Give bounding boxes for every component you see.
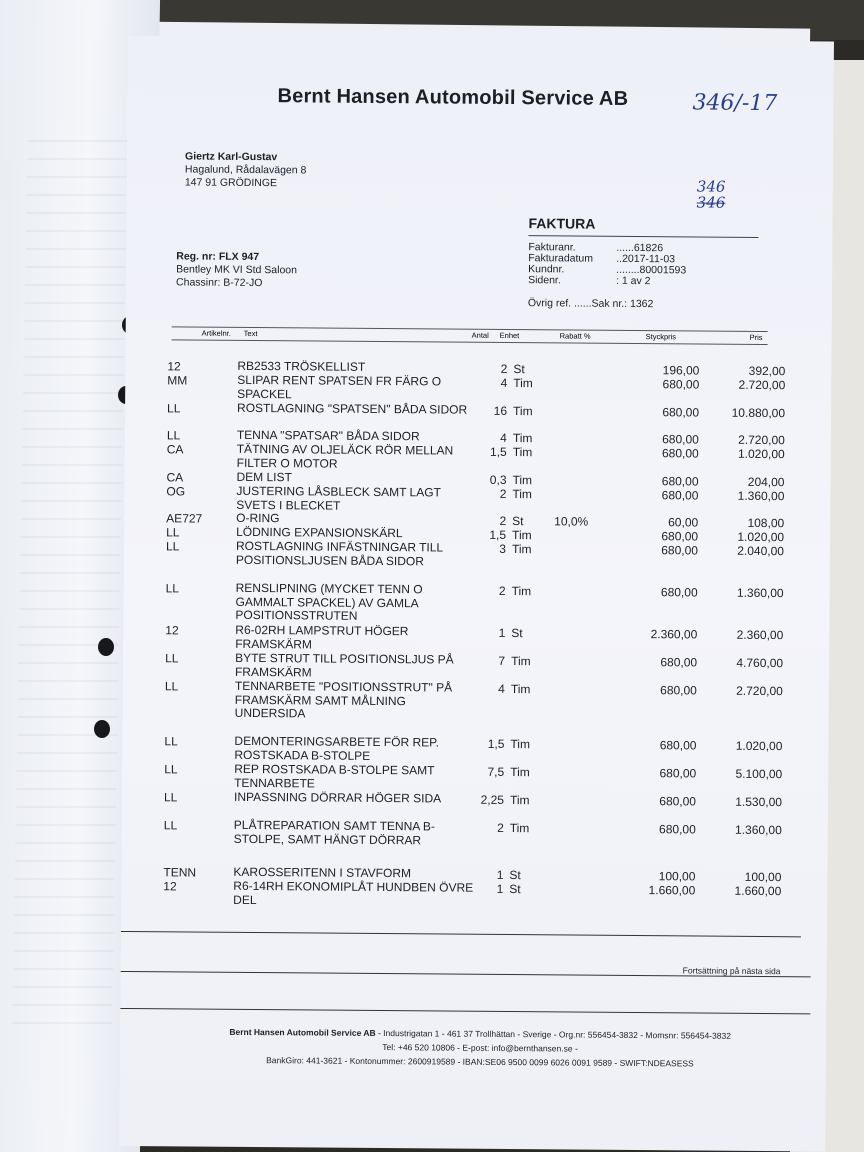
table-row — [123, 733, 829, 763]
table-row — [125, 427, 831, 448]
footer-contact: Tel: +46 520 10806 - E-post: info@bernthansen.se - — [382, 1042, 578, 1054]
unit-price: 680,00 — [662, 432, 699, 447]
handwritten-struck-number: 346 — [696, 193, 726, 212]
line-price: 4.760,00 — [736, 655, 784, 671]
other-reference: Övrig ref. ......Sak nr.: 1362 — [527, 297, 654, 311]
quantity: 1 — [496, 881, 504, 896]
unit-price: 60,00 — [668, 515, 699, 530]
customer-street: Hagalund, Rådalavägen 8 — [184, 163, 307, 177]
customer-city: 147 91 GRÖDINGE — [184, 176, 278, 190]
article-number: TENN — [163, 865, 197, 880]
quantity: 7,5 — [487, 764, 505, 779]
line-price: 1.020,00 — [737, 529, 785, 545]
col-antal: Antal — [471, 330, 489, 340]
line-price: 1.530,00 — [735, 794, 783, 810]
unit-price: 680,00 — [659, 766, 697, 781]
article-number: LL — [166, 428, 181, 443]
table-row — [125, 469, 831, 490]
unit: Tim — [512, 431, 533, 446]
table-row — [123, 678, 829, 721]
table-row — [125, 400, 831, 421]
article-number: CA — [166, 470, 184, 485]
item-text: ROSTLAGNING INFÄSTNINGAR TILL POSITIONSLJUSEN BÅDA SIDOR — [235, 538, 443, 568]
unit: St — [511, 626, 523, 641]
quantity: 7 — [498, 653, 506, 668]
table-row — [122, 789, 828, 810]
line-price: 392,00 — [748, 363, 786, 379]
article-number: AE727 — [166, 511, 203, 526]
quantity: 1,5 — [490, 444, 507, 459]
punch-hole — [98, 638, 114, 656]
line-price: 2.720,00 — [738, 377, 786, 393]
invoice-title: FAKTURA — [528, 215, 596, 232]
col-artikelnr: Artikelnr. — [201, 328, 231, 338]
item-text: RB2533 TRÖSKELLIST — [237, 358, 366, 374]
quantity: 1 — [496, 867, 504, 882]
invoice-page — [119, 36, 834, 1152]
meta-label: Sidenr. — [528, 274, 561, 287]
table-row — [123, 650, 829, 679]
vehicle-reg: Reg. nr: FLX 947 — [176, 250, 260, 264]
line-price: 2.720,00 — [738, 432, 785, 448]
handwritten-correction — [697, 178, 726, 210]
line-price: 2.720,00 — [736, 683, 783, 699]
line-price: 1.660,00 — [734, 883, 782, 899]
table-row — [123, 622, 829, 651]
quantity: 2,25 — [480, 792, 505, 807]
vehicle-chassis: Chassinr: B-72-JO — [176, 276, 263, 290]
quantity: 4 — [500, 430, 507, 445]
line-price: 5.100,00 — [735, 766, 783, 782]
unit: Tim — [513, 404, 533, 419]
article-number: 12 — [165, 623, 179, 638]
invoice-meta — [528, 242, 686, 287]
article-number: LL — [163, 790, 178, 805]
item-text: TÄTNING AV OLJELÄCK RÖR MELLAN FILTER O MOTOR — [236, 441, 454, 471]
handwritten-case-number: 346/-17 — [692, 90, 778, 117]
company-name: Bernt Hansen Automobil Service AB — [277, 85, 629, 110]
bleed-through-text — [12, 140, 128, 1040]
quantity: 1,5 — [487, 736, 505, 751]
table-end-rule — [121, 931, 801, 937]
item-text: INPASSNING DÖRRAR HÖGER SIDA — [233, 789, 442, 806]
customer-number: ........80001593 — [616, 263, 687, 277]
unit: St — [509, 882, 521, 897]
invoice-number: ......61826 — [616, 241, 664, 255]
item-text: JUSTERING LÅSBLECK SAMT LAGT SVETS I BLECKET — [236, 483, 441, 513]
article-number: LL — [165, 581, 180, 596]
table-row — [122, 761, 828, 790]
quantity: 1,5 — [489, 527, 507, 542]
unit: Tim — [510, 765, 530, 780]
line-price: 108,00 — [747, 515, 785, 531]
item-text: BYTE STRUT TILL POSITIONSLJUS PÅ FRAMSKÄRM — [234, 650, 454, 679]
line-price: 100,00 — [744, 869, 782, 885]
quantity: 16 — [493, 403, 508, 418]
unit-price: 680,00 — [659, 822, 696, 837]
footer-bank: BankGiro: 441-3621 - Kontonummer: 2600919589 - IBAN:SE06 9500 0099 6026 0091 9589 - SWIFT:NDEASESS — [266, 1055, 694, 1069]
item-text: TENNA "SPATSAR" BÅDA SIDOR — [236, 427, 420, 444]
article-number: LL — [166, 525, 180, 540]
title-underline — [528, 235, 758, 238]
unit: Tim — [513, 376, 533, 391]
unit-price: 680,00 — [659, 794, 697, 809]
unit: Tim — [511, 542, 532, 557]
unit-price: 680,00 — [660, 683, 697, 698]
article-number: OG — [166, 484, 186, 499]
item-text: DEM LIST — [236, 469, 292, 485]
item-text: TENNARBETE "POSITIONSSTRUT" PÅ FRAMSKÄRM SAMT MÅLNING UNDERSIDA — [234, 678, 453, 721]
article-number: LL — [164, 679, 179, 694]
unit-price: 680,00 — [660, 585, 698, 600]
customer-address — [185, 150, 307, 190]
company-footer — [160, 1024, 800, 1071]
quantity: 1 — [498, 625, 506, 640]
unit: Tim — [512, 487, 533, 502]
quantity: 4 — [498, 681, 505, 696]
line-price: 2.040,00 — [737, 543, 785, 559]
col-text: Text — [243, 328, 258, 339]
unit: Tim — [512, 445, 533, 460]
article-number: LL — [163, 818, 178, 833]
meta-label: Fakturadatum — [528, 252, 594, 265]
vehicle-model: Bentley MK VI Std Saloon — [176, 263, 298, 277]
col-pris: Pris — [749, 332, 763, 342]
unit-price: 680,00 — [661, 446, 699, 461]
unit: Tim — [509, 793, 530, 808]
line-price: 204,00 — [747, 474, 785, 490]
table-header — [172, 326, 768, 345]
footer-company: Bernt Hansen Automobil Service AB — [229, 1026, 376, 1038]
footer-address: - Industrigatan 1 - 461 37 Trollhättan - Sverige - Org.nr: 556454-3832 - Momsnr: 556454-3832 — [375, 1027, 731, 1041]
unit-price: 680,00 — [661, 529, 699, 544]
line-price: 2.360,00 — [736, 627, 784, 643]
quantity: 0,3 — [489, 472, 507, 487]
unit-price: 2.360,00 — [650, 627, 698, 642]
line-price: 1.360,00 — [737, 488, 785, 504]
item-text: R6-02RH LAMPSTRUT HÖGER FRAMSKÄRM — [235, 622, 409, 651]
unit-price: 196,00 — [662, 363, 700, 378]
unit: Tim — [511, 584, 532, 599]
quantity: 2 — [499, 486, 507, 501]
table-row — [124, 510, 830, 531]
col-enhet: Enhet — [499, 330, 520, 341]
line-price: 1.360,00 — [735, 822, 782, 838]
quantity: 2 — [500, 361, 508, 376]
item-text: SLIPAR RENT SPATSEN FR FÄRG O SPACKEL — [237, 372, 442, 401]
article-number: 12 — [167, 359, 181, 374]
table-row — [121, 864, 827, 885]
item-text: RENSLIPNING (MYCKET TENN O GAMMALT SPACKEL) AV GAMLA POSITIONSSTRUTEN — [235, 580, 423, 623]
meta-label: Kundnr. — [528, 263, 565, 276]
unit-price: 680,00 — [662, 405, 700, 420]
item-text: DEMONTERINGSARBETE FÖR REP. ROSTSKADA B-STOLPE — [234, 733, 440, 763]
unit: St — [513, 362, 525, 377]
article-number: LL — [165, 539, 180, 554]
unit-price: 680,00 — [661, 474, 699, 489]
table-row — [125, 358, 831, 379]
article-number: CA — [166, 442, 184, 457]
unit: St — [512, 514, 524, 529]
unit-price: 680,00 — [660, 655, 698, 670]
article-number: LL — [164, 734, 178, 749]
line-price: 1.020,00 — [735, 738, 783, 754]
item-text: PLÅTREPARATION SAMT TENNA B-STOLPE, SAMT HÄNGT DÖRRAR — [233, 817, 436, 847]
item-text: LÖDNING EXPANSIONSKÄRL — [236, 524, 403, 541]
article-number: MM — [167, 373, 188, 388]
unit: Tim — [512, 528, 532, 543]
unit-price: 680,00 — [661, 543, 699, 558]
item-text: ROSTLAGNING "SPATSEN" BÅDA SIDOR — [237, 400, 468, 417]
unit-price: 100,00 — [658, 869, 696, 884]
table-row — [122, 817, 828, 847]
discount: 10,0% — [554, 514, 589, 529]
line-price: 10.880,00 — [731, 405, 786, 421]
unit-price: 680,00 — [662, 377, 700, 392]
vehicle-info — [176, 250, 297, 290]
article-number: 12 — [163, 879, 177, 894]
unit: Tim — [512, 473, 533, 488]
unit-price: 680,00 — [661, 488, 699, 503]
quantity: 2 — [499, 513, 507, 528]
quantity: 4 — [500, 375, 508, 390]
page-number: : 1 av 2 — [616, 274, 651, 288]
unit: Tim — [510, 682, 531, 697]
continuation-note: Fortsättning på nästa sida — [682, 965, 781, 977]
item-text: REP ROSTSKADA B-STOLPE SAMT TENNARBETE — [234, 761, 435, 790]
line-price: 1.020,00 — [737, 446, 785, 462]
quantity: 3 — [499, 541, 507, 556]
unit: Tim — [511, 654, 531, 669]
meta-label: Fakturanr. — [528, 241, 576, 254]
article-number: LL — [165, 651, 179, 666]
article-number: LL — [164, 762, 178, 777]
punch-hole — [94, 720, 110, 738]
unit-price: 1.660,00 — [648, 883, 696, 898]
quantity: 2 — [497, 820, 504, 835]
line-price: 1.360,00 — [736, 585, 784, 601]
unit: St — [509, 868, 521, 883]
col-rabatt: Rabatt % — [559, 331, 591, 341]
item-text: O-RING — [236, 510, 280, 526]
invoice-date: ..2017-11-03 — [616, 252, 676, 266]
footer-rule — [120, 1008, 810, 1014]
article-number: LL — [167, 401, 181, 416]
unit: Tim — [510, 737, 531, 752]
item-text: KAROSSERITENN I STAVFORM — [233, 864, 412, 881]
quantity: 2 — [498, 583, 506, 598]
handwritten-new-number: 346 — [696, 177, 726, 196]
customer-name: Giertz Karl-Gustav — [185, 150, 278, 164]
item-text: R6-14RH EKONOMIPLÅT HUNDBEN ÖVRE DEL — [233, 878, 474, 907]
unit: Tim — [509, 821, 530, 836]
unit-price: 680,00 — [659, 738, 697, 753]
table-row — [124, 580, 830, 623]
col-styckpris: Styckpris — [645, 332, 677, 342]
